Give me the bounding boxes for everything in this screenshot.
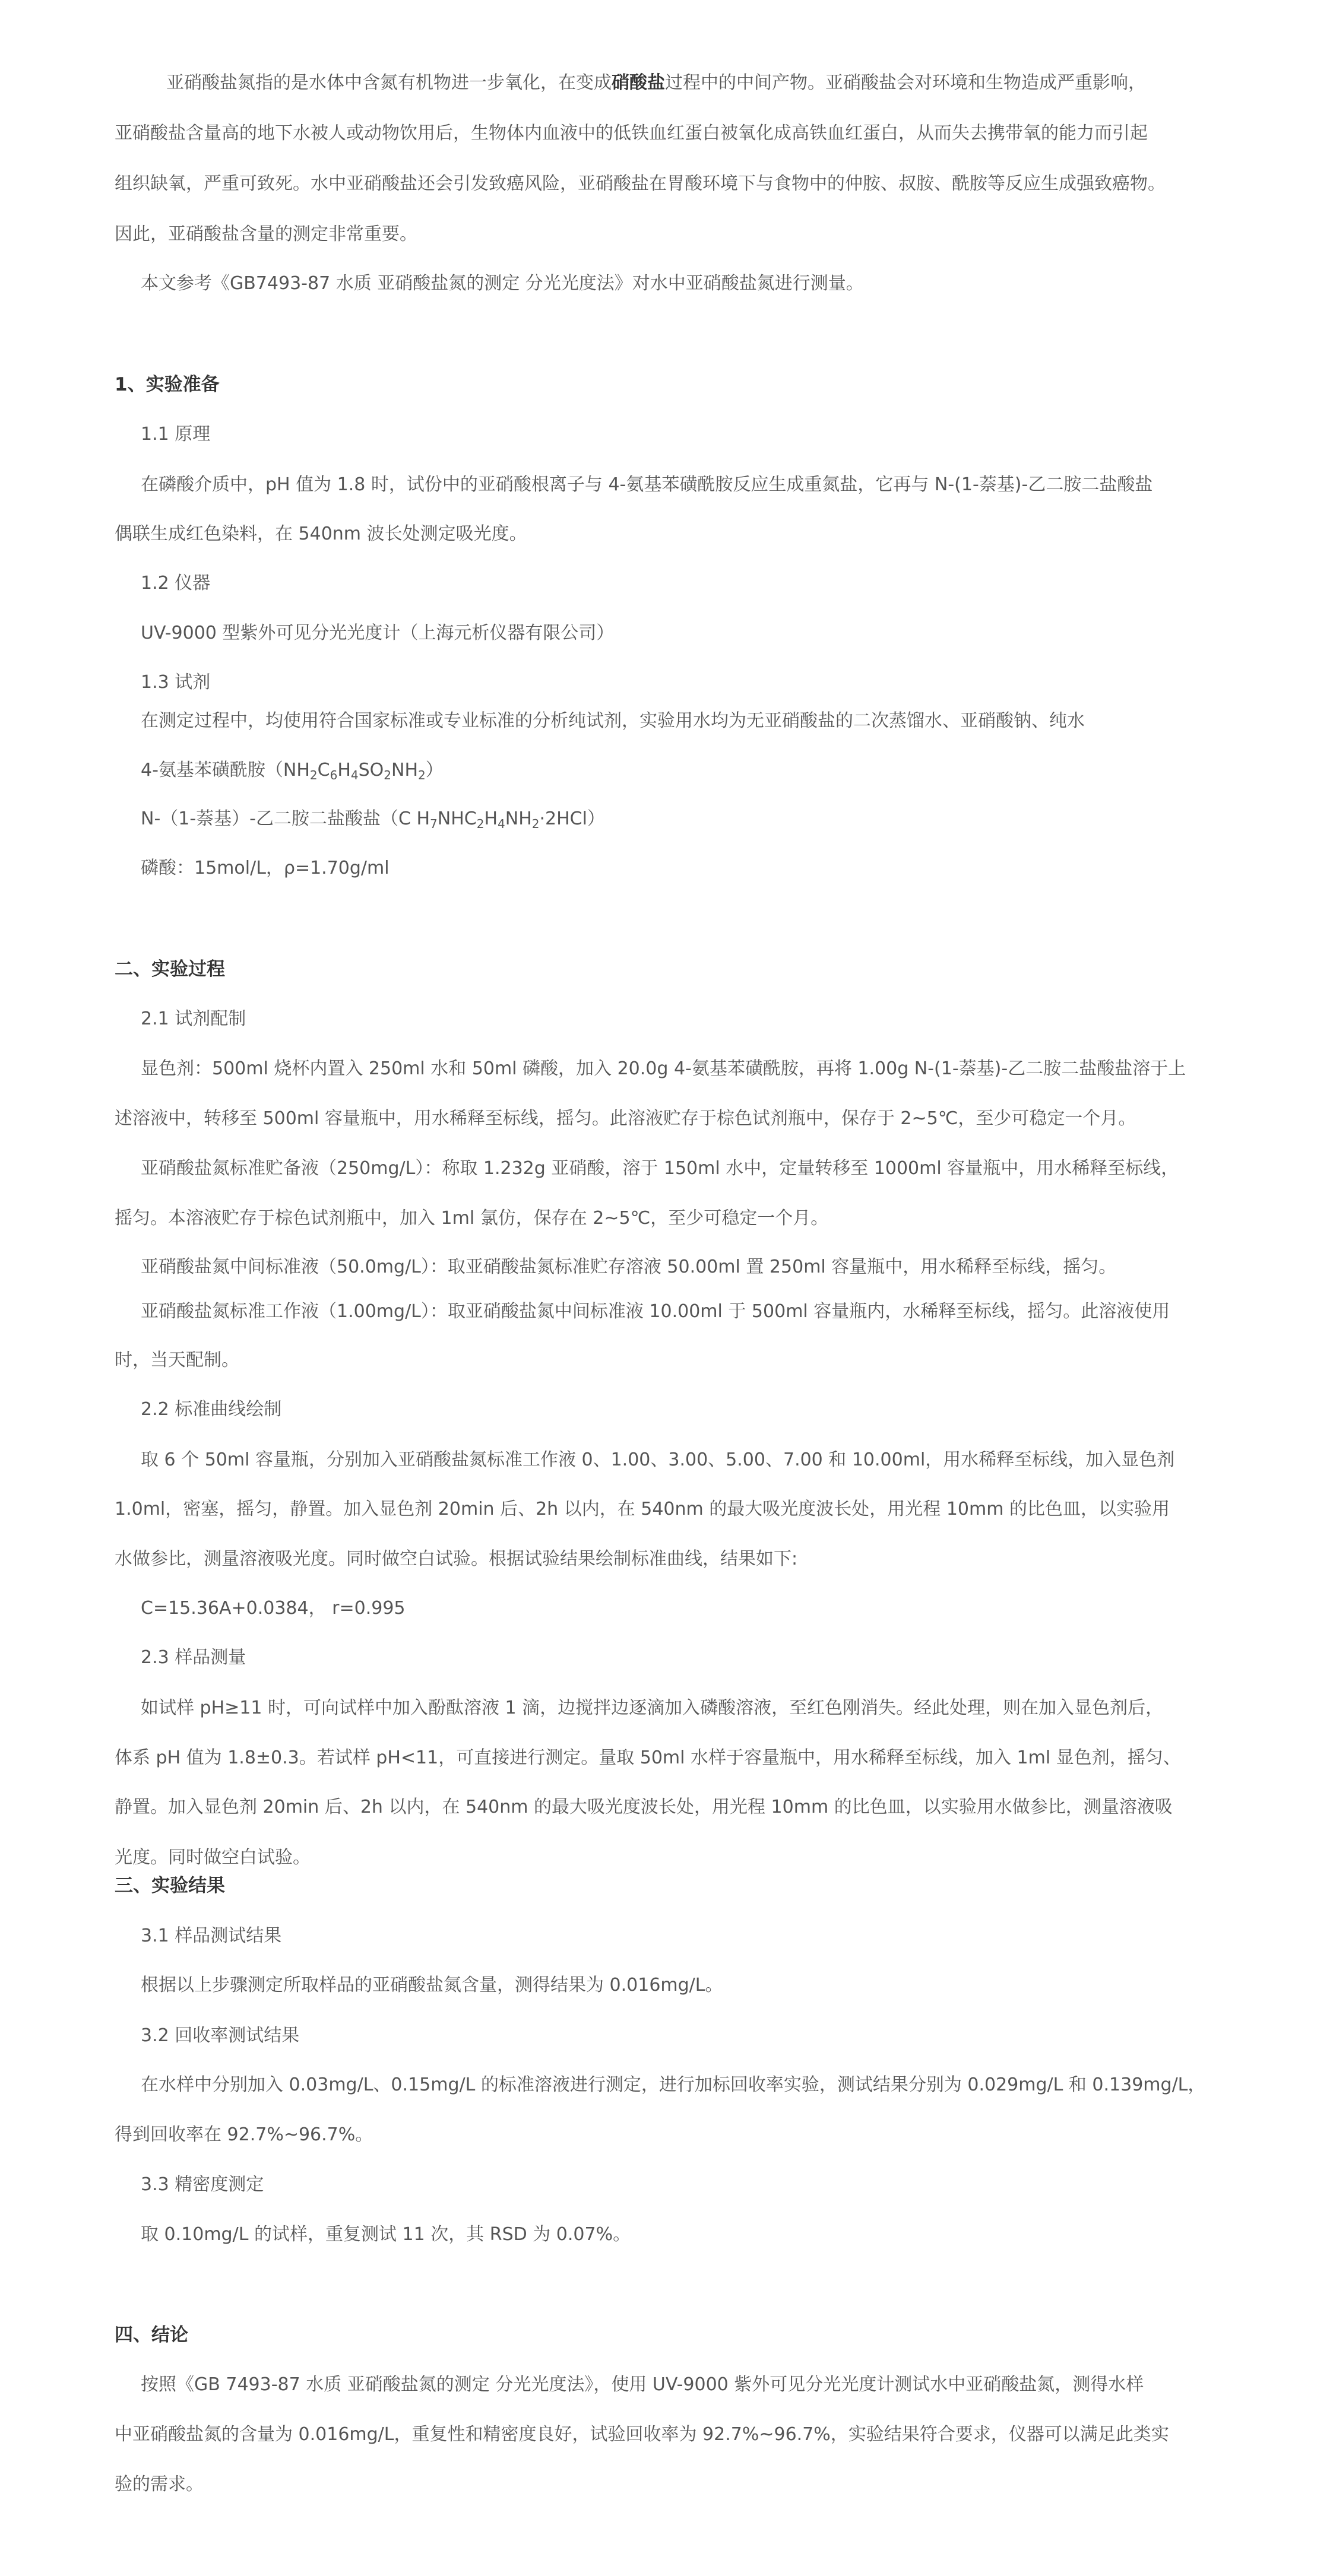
conclusion-line-3: 验的需求。 xyxy=(115,2474,204,2495)
sample-line-2: 体系 pH 值为 1.8±0.3。若试样 pH<11，可直接进行测定。量取 50ml 水样于容量瓶中，用水稀释至标线，加入 1ml 显色剂，摇匀、 xyxy=(115,1747,1181,1768)
result-sample-text: 根据以上步骤测定所取样品的亚硝酸盐氮含量，测得结果为 0.016mg/L。 xyxy=(141,1975,723,1996)
intro-reference: 本文参考《GB7493-87 水质 亚硝酸盐氮的测定 分光光度法》对水中亚硝酸盐氮进行测量。 xyxy=(141,273,864,294)
working-solution-line-1: 亚硝酸盐氮标准工作液（1.00mg/L）：取亚硝酸盐氮中间标准液 10.00ml 于 500ml 容量瓶内，水稀释至标线，摇匀。此溶液使用 xyxy=(141,1301,1170,1322)
subsection-1-2-heading: 1.2 仪器 xyxy=(141,573,211,594)
intro-line-2: 亚硝酸盐含量高的地下水被人或动物饮用后，生物体内血液中的低铁血红蛋白被氧化成高铁血红蛋白，从而失去携带氧的能力而引起 xyxy=(115,123,1148,144)
color-reagent-line-2: 述溶液中，转移至 500ml 容量瓶中，用水稀释至标线，摇匀。此溶液贮存于棕色试剂瓶中，保存于 2~5℃，至少可稳定一个月。 xyxy=(115,1108,1136,1129)
intro-line-4: 因此，亚硝酸盐含量的测定非常重要。 xyxy=(115,224,417,245)
stock-solution-line-1: 亚硝酸盐氮标准贮备液（250mg/L）：称取 1.232g 亚硝酸，溶于 150ml 水中，定量转移至 1000ml 容量瓶中，用水稀释至标线， xyxy=(141,1158,1179,1179)
working-solution-line-2: 时，当天配制。 xyxy=(115,1350,239,1371)
nitrate-keyword: 硝酸盐 xyxy=(612,72,665,93)
instrument-text: UV-9000 型紫外可见分光光度计（上海元析仪器有限公司） xyxy=(141,623,615,643)
reagent-phosphoric-acid: 磷酸：15mol/L，ρ=1.70g/ml xyxy=(141,858,390,878)
subsection-3-1-heading: 3.1 样品测试结果 xyxy=(141,1925,282,1946)
conclusion-line-2: 中亚硝酸盐氮的含量为 0.016mg/L，重复性和精密度良好，试验回收率为 92.7%~96.7%，实验结果符合要求，仪器可以满足此类实 xyxy=(115,2424,1169,2445)
reagent-intro: 在测定过程中，均使用符合国家标准或专业标准的分析纯试剂，实验用水均为无亚硝酸盐的二次蒸馏水、亚硝酸钠、纯水 xyxy=(141,710,1085,731)
subsection-1-3-heading: 1.3 试剂 xyxy=(141,672,211,693)
conclusion-line-1: 按照《GB 7493-87 水质 亚硝酸盐氮的测定 分光光度法》，使用 UV-9000 紫外可见分光光度计测试水中亚硝酸盐氮，测得水样 xyxy=(141,2374,1144,2395)
curve-line-2: 1.0ml，密塞，摇匀，静置。加入显色剂 20min 后、2h 以内，在 540nm 的最大吸光度波长处，用光程 10mm 的比色皿，以实验用 xyxy=(115,1499,1170,1519)
calibration-equation: C=15.36A+0.0384， r=0.995 xyxy=(141,1598,406,1619)
section-3-heading: 三、实验结果 xyxy=(115,1875,225,1896)
sample-line-4: 光度。同时做空白试验。 xyxy=(115,1847,311,1868)
curve-line-3: 水做参比，测量溶液吸光度。同时做空白试验。根据试验结果绘制标准曲线，结果如下: xyxy=(115,1549,798,1569)
precision-text: 取 0.10mg/L 的试样，重复测试 11 次，其 RSD 为 0.07%。 xyxy=(141,2224,631,2245)
subsection-2-1-heading: 2.1 试剂配制 xyxy=(141,1008,246,1029)
reagent-naphthyl: N-（1-萘基）-乙二胺二盐酸盐（C $H_7NHC_2H_4NH_2\cdot 2HCl$） xyxy=(141,808,605,831)
intro-text: 过程中的中间产物。亚硝酸盐会对环境和生物造成严重影响， xyxy=(665,72,1146,93)
subsection-2-3-heading: 2.3 样品测量 xyxy=(141,1647,246,1668)
sample-line-1: 如试样 pH≥11 时，可向试样中加入酚酞溶液 1 滴，边搅拌边逐滴加入磷酸溶液，至红色刚消失。经此处理，则在加入显色剂后， xyxy=(141,1698,1164,1718)
recovery-line-1: 在水样中分别加入 0.03mg/L、0.15mg/L 的标准溶液进行测定，进行加标回收率实验，测试结果分别为 0.029mg/L 和 0.139mg/L， xyxy=(141,2074,1206,2095)
principle-line-1: 在磷酸介质中，pH 值为 1.8 时，试份中的亚硝酸根离子与 4-氨基苯磺酰胺反应生成重氮盐，它再与 N-(1-萘基)-乙二胺二盐酸盐 xyxy=(141,474,1153,495)
curve-line-1: 取 6 个 50ml 容量瓶，分别加入亚硝酸盐氮标准工作液 0、1.00、3.00、5.00、7.00 和 10.00ml，用水稀释至标线，加入显色剂 xyxy=(141,1449,1175,1470)
intermediate-solution: 亚硝酸盐氮中间标准液（50.0mg/L）：取亚硝酸盐氮标准贮存溶液 50.00ml 置 250ml 容量瓶中，用水稀释至标线，摇匀。 xyxy=(141,1257,1117,1277)
sample-line-3: 静置。加入显色剂 20min 后、2h 以内，在 540nm 的最大吸光度波长处，用光程 10mm 的比色皿，以实验用水做参比，测量溶液吸 xyxy=(115,1797,1173,1817)
section-4-heading: 四、结论 xyxy=(115,2324,188,2346)
subsection-3-3-heading: 3.3 精密度测定 xyxy=(141,2174,264,2195)
subsection-2-2-heading: 2.2 标准曲线绘制 xyxy=(141,1399,282,1420)
reagent-sulfanilamide: 4-氨基苯磺酰胺$(NH_2C_6H_4SO_2NH_2)$ xyxy=(141,760,444,782)
stock-solution-line-2: 摇匀。本溶液贮存于棕色试剂瓶中，加入 1ml 氯仿，保存在 2~5℃，至少可稳定一个月。 xyxy=(115,1208,829,1229)
color-reagent-line-1: 显色剂：500ml 烧杯内置入 250ml 水和 50ml 磷酸，加入 20.0g 4-氨基苯磺酰胺，再将 1.00g N-(1-萘基)-乙二胺二盐酸盐溶于上 xyxy=(141,1058,1186,1079)
subsection-1-1-heading: 1.1 原理 xyxy=(141,424,211,445)
intro-line-3: 组织缺氧，严重可致死。水中亚硝酸盐还会引发致癌风险，亚硝酸盐在胃酸环境下与食物中的仲胺、叔胺、酰胺等反应生成强致癌物。 xyxy=(115,173,1166,194)
subsection-3-2-heading: 3.2 回收率测试结果 xyxy=(141,2025,300,2046)
section-1-heading: 1、实验准备 xyxy=(115,374,220,395)
intro-text: 亚硝酸盐氮指的是水体中含氮有机物进一步氧化，在变成 xyxy=(166,72,612,93)
principle-line-2: 偶联生成红色染料，在 540nm 波长处测定吸光度。 xyxy=(115,524,527,544)
recovery-line-2: 得到回收率在 92.7%~96.7%。 xyxy=(115,2124,373,2145)
section-2-heading: 二、实验过程 xyxy=(115,959,225,980)
intro-line-1 xyxy=(166,71,1146,95)
